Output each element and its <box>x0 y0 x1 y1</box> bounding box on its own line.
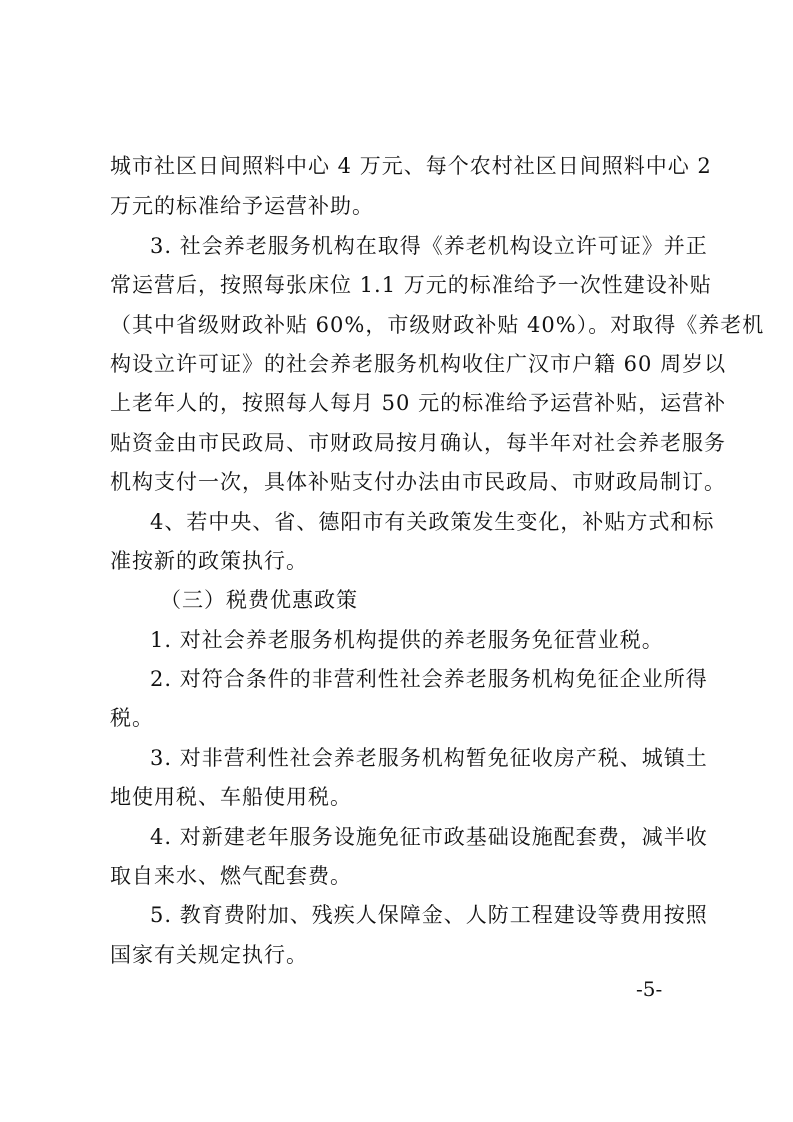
text-line: 2. 对符合条件的非营利性社会养老服务机构免征企业所得 <box>150 667 708 691</box>
text-line: 税。 <box>110 706 154 730</box>
text-line: 城市社区日间照料中心 4 万元、每个农村社区日间照料中心 2 <box>110 154 712 178</box>
text-line: 3. 对非营利性社会养老服务机构暂免征收房产税、城镇土 <box>150 746 708 770</box>
page-number: -5- <box>636 977 663 1001</box>
text-line: 国家有关规定执行。 <box>110 943 308 967</box>
text-line: 4、若中央、省、德阳市有关政策发生变化，补贴方式和标 <box>150 510 715 534</box>
text-line: 1. 对社会养老服务机构提供的养老服务免征营业税。 <box>150 628 664 652</box>
text-line: 4. 对新建老年服务设施免征市政基础设施配套费，减半收 <box>150 825 708 849</box>
text-line: 取自来水、燃气配套费。 <box>110 864 352 888</box>
text-line: 3. 社会养老服务机构在取得《养老机构设立许可证》并正 <box>150 234 708 258</box>
text-line: （其中省级财政补贴 60%，市级财政补贴 40%）。对取得《养老机 <box>110 313 765 337</box>
text-line: 万元的标准给予运营补助。 <box>110 194 374 218</box>
text-line: 上老年人的，按照每人每月 50 元的标准给予运营补贴，运营补 <box>110 391 727 415</box>
section-heading: （三）税费优惠政策 <box>160 588 358 612</box>
text-line: 构设立许可证》的社会养老服务机构收住广汉市户籍 60 周岁以 <box>110 352 727 376</box>
text-line: 地使用税、车船使用税。 <box>110 785 352 809</box>
text-line: 常运营后，按照每张床位 1.1 万元的标准给予一次性建设补贴 <box>110 273 712 297</box>
text-line: 准按新的政策执行。 <box>110 549 308 573</box>
text-line: 机构支付一次，具体补贴支付办法由市民政局、市财政局制订。 <box>110 470 726 494</box>
text-line: 贴资金由市民政局、市财政局按月确认，每半年对社会养老服务 <box>110 431 726 455</box>
text-line: 5. 教育费附加、残疾人保障金、人防工程建设等费用按照 <box>150 903 708 927</box>
